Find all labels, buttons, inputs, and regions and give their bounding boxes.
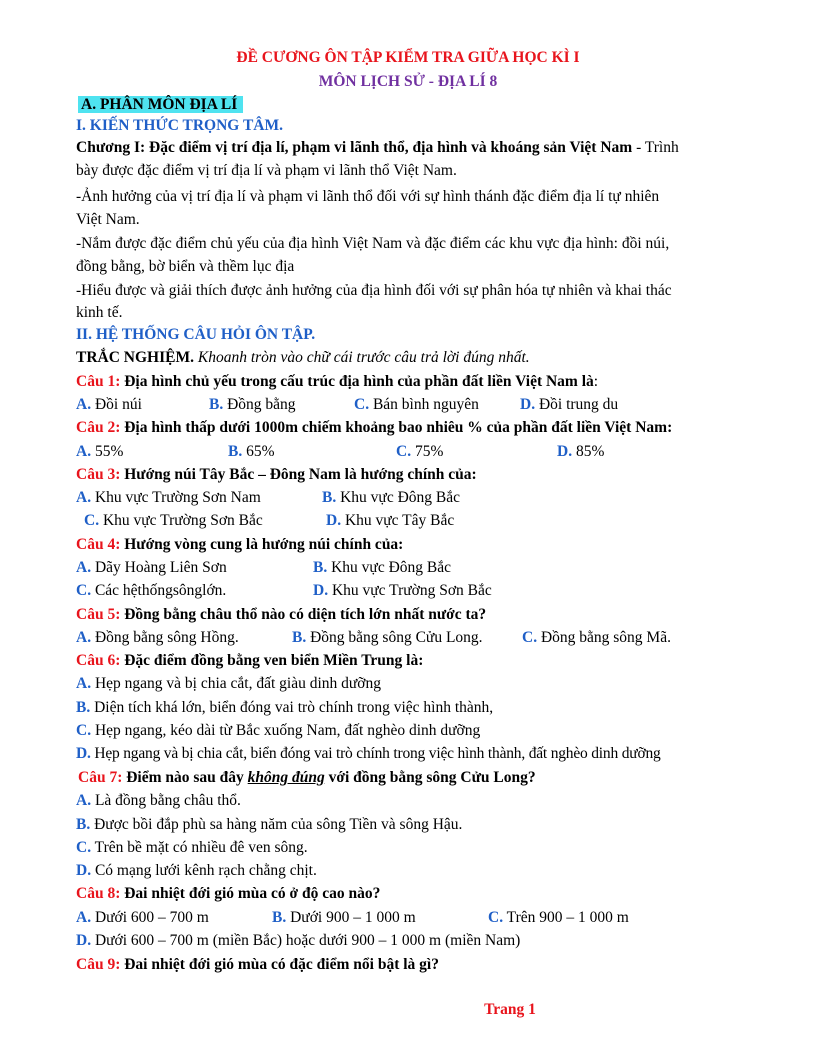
chapter-line (76, 138, 679, 158)
mc-instruction: Khoanh tròn vào chữ cái trước câu trả lời đúng nhất. (193, 349, 530, 366)
option-text: Đồng bằng sông Cửu Long. (306, 629, 483, 646)
option-letter: B. (76, 816, 91, 833)
question-7 (78, 768, 536, 788)
option-letter: D. (76, 745, 91, 762)
option-letter: A. (76, 629, 92, 646)
section-a-heading (78, 95, 243, 115)
part1-line: -Ảnh hưởng của vị trí địa lí và phạm vi lãnh thổ đối với sự hình thánh đặc điểm địa lí tự nhiên (76, 188, 660, 205)
option-a[interactable] (76, 908, 209, 928)
options-row (0, 581, 816, 601)
option-letter: B. (272, 909, 287, 926)
option-text: Dãy Hoàng Liên Sơn (91, 559, 227, 576)
option-a[interactable] (76, 558, 227, 578)
question-text: Đặc điểm đồng bằng ven biển Miền Trung là: (120, 652, 424, 669)
options-row (0, 511, 816, 531)
question-5 (76, 605, 486, 625)
option-letter: B. (228, 443, 243, 460)
question-4 (76, 535, 403, 555)
option-text: Trên bề mặt có nhiều đê ven sông. (91, 839, 308, 856)
part1-line: Việt Nam. (76, 211, 140, 228)
mc-instruction-line (76, 348, 530, 368)
option-letter: B. (209, 396, 224, 413)
option-text: 75% (411, 443, 444, 460)
option-letter: A. (76, 792, 92, 809)
option-b[interactable] (228, 442, 275, 462)
option-d[interactable] (76, 861, 317, 881)
option-text: Đồng bằng sông Hồng. (91, 629, 239, 646)
option-text: 55% (91, 443, 124, 460)
option-text: Dưới 900 – 1 000 m (286, 909, 416, 926)
question-label: Câu 5: (76, 606, 121, 623)
part1-line: bày được đặc điểm vị trí địa lí và phạm vi lãnh thổ Việt Nam. (76, 162, 457, 179)
option-letter: C. (76, 839, 92, 856)
option-text: Đồi núi (91, 396, 142, 413)
question-emphasis: không đúng (247, 769, 325, 786)
part1-line: đồng bằng, bờ biển và thềm lục địa (76, 258, 295, 275)
option-text: Đồng bằng sông Mã. (537, 629, 671, 646)
option-b[interactable] (76, 698, 493, 718)
option-text: Các hệthốngsônglớn. (91, 582, 227, 599)
option-letter: D. (76, 862, 92, 879)
option-a[interactable] (76, 674, 381, 694)
option-text: Hẹp ngang, kéo dài từ Bắc xuống Nam, đất nghèo dinh dưỡng (91, 722, 481, 739)
option-text: Hẹp ngang và bị chia cắt, đất giàu dinh dưỡng (91, 675, 381, 692)
chapter-label: Chương I: Đặc điểm vị trí địa lí, phạm vi lãnh thổ, địa hình và khoáng sản Việt Nam (76, 139, 633, 156)
question-label: Câu 1: (76, 373, 121, 390)
option-letter: B. (292, 629, 307, 646)
option-text: Khu vực Trường Sơn Nam (91, 489, 261, 506)
option-c[interactable] (76, 721, 480, 741)
option-text: Khu vực Trường Sơn Bắc (99, 512, 263, 529)
question-2 (76, 418, 672, 438)
question-9 (76, 955, 439, 975)
option-c[interactable] (488, 908, 629, 928)
option-a[interactable] (76, 628, 239, 648)
option-letter: C. (354, 396, 370, 413)
option-c[interactable] (522, 628, 671, 648)
question-text: Hướng vòng cung là hướng núi chính của: (120, 536, 404, 553)
option-text: Có mạng lưới kênh rạch chằng chịt. (91, 862, 317, 879)
option-letter: D. (326, 512, 342, 529)
question-6 (76, 651, 423, 671)
option-c[interactable] (76, 581, 226, 601)
mc-label: TRẮC NGHIỆM. (76, 349, 194, 366)
question-label: Câu 6: (76, 652, 121, 669)
option-text: Diện tích khá lớn, biển đóng vai trò chính trong việc hình thành, (90, 699, 494, 716)
option-text: Hẹp ngang và bị chia cắt, biển đóng vai trò chính trong việc hình thành, đất nghèo dinh dưỡng (90, 745, 661, 762)
option-letter: C. (522, 629, 538, 646)
question-text-after: với đồng bằng sông Cửu Long? (324, 769, 536, 786)
option-a[interactable] (76, 395, 142, 415)
option-letter: A. (76, 489, 92, 506)
options-row (0, 395, 816, 415)
page-number: Trang 1 (484, 1001, 536, 1018)
option-text: Khu vực Đông Bắc (336, 489, 460, 506)
options-row (0, 628, 816, 648)
option-text: Bán bình nguyên (369, 396, 479, 413)
options-row (0, 558, 816, 578)
option-b[interactable] (322, 488, 460, 508)
option-text: 65% (242, 443, 275, 460)
document-subtitle: MÔN LỊCH SỬ - ĐỊA LÍ 8 (318, 73, 498, 90)
option-letter: D. (520, 396, 536, 413)
option-b[interactable] (209, 395, 296, 415)
option-b[interactable] (313, 558, 451, 578)
section-a-label: A. PHÂN MÔN ĐỊA LÍ (78, 96, 243, 113)
question-label: Câu 2: (76, 419, 121, 436)
chapter-rest: - Trình (632, 139, 679, 156)
option-letter: B. (76, 699, 91, 716)
question-3 (76, 465, 477, 485)
question-label: Câu 9: (76, 956, 121, 973)
option-letter: C. (488, 909, 504, 926)
option-d[interactable] (76, 744, 661, 764)
question-text: Đai nhiệt đới gió mùa có ở độ cao nào? (120, 885, 381, 902)
document-title: ĐỀ CƯƠNG ÔN TẬP KIỂM TRA GIỮA HỌC KÌ I (236, 49, 580, 66)
question-text: Địa hình thấp dưới 1000m chiếm khoảng bao nhiêu % của phần đất liền Việt Nam: (120, 419, 673, 436)
question-text: Đai nhiệt đới gió mùa có đặc điểm nổi bật là gì? (120, 956, 439, 973)
option-b[interactable] (292, 628, 483, 648)
part1-line: kinh tế. (76, 304, 123, 321)
option-a[interactable] (76, 791, 241, 811)
option-a[interactable] (76, 442, 123, 462)
option-letter: C. (396, 443, 412, 460)
option-b[interactable] (76, 815, 462, 835)
question-label: Câu 3: (76, 466, 121, 483)
option-d[interactable] (326, 511, 454, 531)
options-row (0, 908, 816, 928)
part1-heading: I. KIẾN THỨC TRỌNG TÂM. (76, 117, 283, 134)
question-label: Câu 4: (76, 536, 121, 553)
options-row (0, 488, 816, 508)
option-d[interactable] (76, 931, 520, 951)
option-d[interactable] (313, 581, 492, 601)
question-text: Đồng bằng châu thổ nào có diện tích lớn nhất nước ta? (120, 606, 487, 623)
option-letter: A. (76, 909, 92, 926)
question-label: Câu 7: (78, 769, 123, 786)
option-letter: C. (76, 582, 92, 599)
option-letter: D. (313, 582, 329, 599)
option-c[interactable] (354, 395, 479, 415)
part1-line: -Nắm được đặc điểm chủ yếu của địa hình Việt Nam và đặc điểm các khu vực địa hình: đồi núi, (76, 235, 670, 252)
option-text: Đồi trung du (535, 396, 619, 413)
question-text: Địa hình chủ yếu trong cấu trúc địa hình của phần đất liền Việt Nam là (120, 373, 594, 390)
option-c[interactable] (84, 511, 263, 531)
options-row (0, 442, 816, 462)
option-letter: B. (322, 489, 337, 506)
option-a[interactable] (76, 488, 261, 508)
option-text: Được bồi đắp phù sa hàng năm của sông Tiền và sông Hậu. (90, 816, 463, 833)
option-letter: B. (313, 559, 328, 576)
option-d[interactable] (520, 395, 618, 415)
option-letter: D. (557, 443, 573, 460)
option-text: Dưới 600 – 700 m (91, 909, 209, 926)
option-c[interactable] (76, 838, 308, 858)
option-letter: A. (76, 396, 92, 413)
option-text: Khu vực Đông Bắc (327, 559, 451, 576)
question-8 (76, 884, 380, 904)
option-c[interactable] (396, 442, 443, 462)
option-letter: C. (84, 512, 100, 529)
option-b[interactable] (272, 908, 416, 928)
option-letter: D. (76, 932, 92, 949)
option-letter: A. (76, 559, 92, 576)
part2-heading: II. HỆ THỐNG CÂU HỎI ÔN TẬP. (76, 326, 316, 343)
option-text: Là đồng bằng châu thổ. (91, 792, 241, 809)
option-letter: A. (76, 675, 92, 692)
option-letter: C. (76, 722, 92, 739)
option-text: Khu vực Trường Sơn Bắc (328, 582, 492, 599)
part1-line: -Hiểu được và giải thích được ảnh hưởng của địa hình đối với sự phân hóa tự nhiên và khai thác (76, 282, 672, 299)
question-label: Câu 8: (76, 885, 121, 902)
question-suffix: : (593, 373, 599, 390)
option-letter: A. (76, 443, 92, 460)
question-text-before: Điểm nào sau đây (122, 769, 248, 786)
option-text: 85% (572, 443, 605, 460)
option-text: Khu vực Tây Bắc (341, 512, 455, 529)
question-1 (76, 372, 598, 392)
question-text: Hướng núi Tây Bắc – Đông Nam là hướng chính của: (120, 466, 477, 483)
option-text: Dưới 600 – 700 m (miền Bắc) hoặc dưới 900 – 1 000 m (miền Nam) (91, 932, 521, 949)
option-text: Trên 900 – 1 000 m (503, 909, 629, 926)
option-text: Đồng bằng (223, 396, 296, 413)
option-d[interactable] (557, 442, 604, 462)
